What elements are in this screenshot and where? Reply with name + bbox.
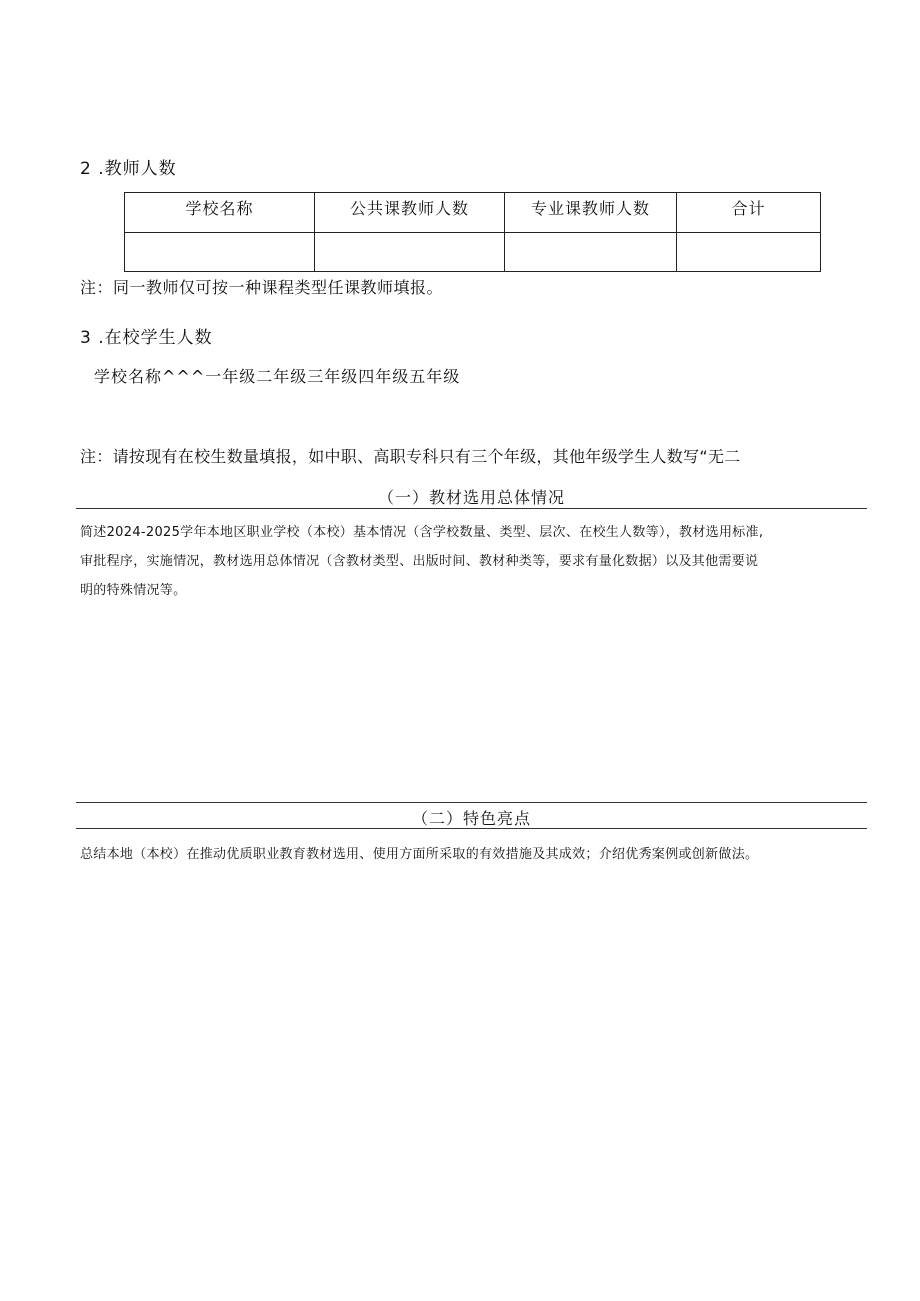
column-header-major-teachers: 专业课教师人数 bbox=[505, 193, 677, 233]
table-header-row bbox=[125, 193, 821, 233]
cell-major-teachers[interactable] bbox=[505, 233, 677, 272]
student-grade-columns: 学校名称^^^一年级二年级三年级四年级五年级 bbox=[94, 367, 461, 386]
section-2-heading: 2 .教师人数 bbox=[80, 159, 177, 179]
section-3-heading: 3 .在校学生人数 bbox=[80, 328, 213, 348]
part-1-description-line: 简述2024-2025学年本地区职业学校（本校）基本情况（含学校数量、类型、层次、在校生人数等），教材选用标准, bbox=[80, 525, 764, 540]
section-2-note: 注：同一教师仅可按一种课程类型任课教师填报。 bbox=[80, 278, 444, 297]
part-2-title: （二）特色亮点 bbox=[411, 809, 531, 828]
column-header-total: 合计 bbox=[677, 193, 821, 233]
part-2-bottom-divider bbox=[76, 828, 867, 829]
cell-public-teachers[interactable] bbox=[315, 233, 505, 272]
section-3-note: 注：请按现有在校生数量填报，如中职、高职专科只有三个年级，其他年级学生人数写“无二 bbox=[80, 447, 741, 466]
part-1-description-line: 明的特殊情况等。 bbox=[80, 583, 187, 598]
part-1-divider bbox=[76, 508, 867, 509]
cell-total[interactable] bbox=[677, 233, 821, 272]
column-header-school-name: 学校名称 bbox=[125, 193, 315, 233]
cell-school-name[interactable] bbox=[125, 233, 315, 272]
column-header-public-teachers: 公共课教师人数 bbox=[315, 193, 505, 233]
part-1-title: （一）教材选用总体情况 bbox=[377, 488, 565, 507]
teacher-count-table bbox=[124, 192, 821, 272]
table-row bbox=[125, 233, 821, 272]
part-1-description-line: 审批程序，实施情况，教材选用总体情况（含教材类型、出版时间、教材种类等，要求有量化数据）以及其他需要说 bbox=[80, 554, 759, 569]
part-2-description: 总结本地（本校）在推动优质职业教育教材选用、使用方面所采取的有效措施及其成效；介绍优秀案例或创新做法。 bbox=[80, 847, 759, 862]
part-1-description bbox=[80, 518, 870, 605]
part-2-top-divider bbox=[76, 802, 867, 803]
